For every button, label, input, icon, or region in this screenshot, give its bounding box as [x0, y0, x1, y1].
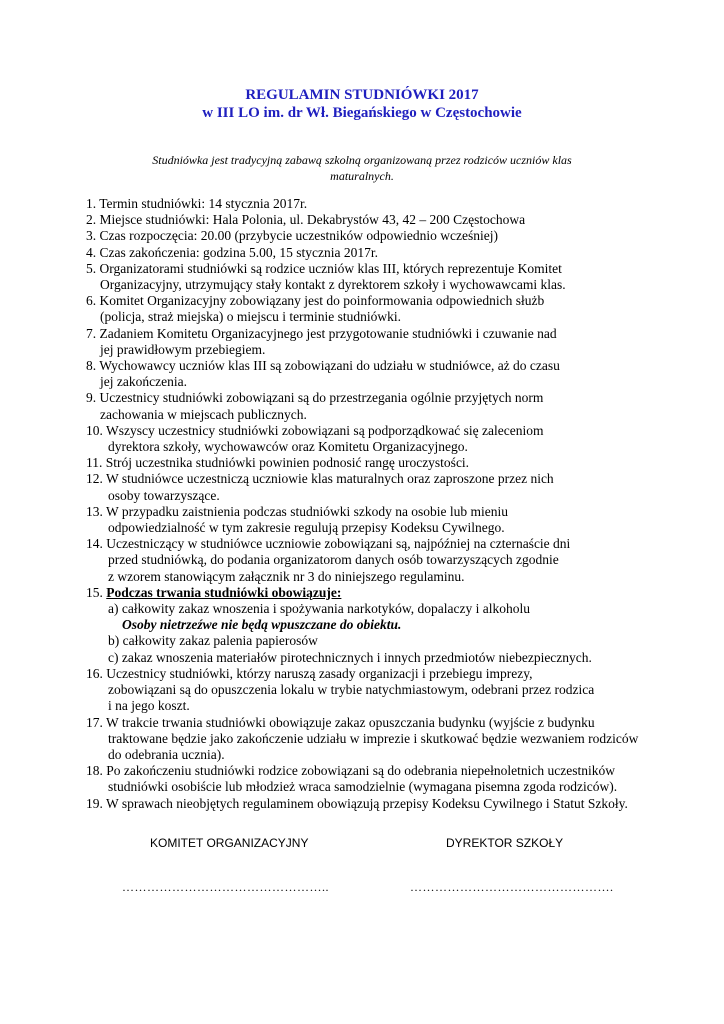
rule-line: zachowania w miejscach publicznych. — [100, 406, 307, 422]
intro-line: Studniówka jest tradycyjną zabawą szkolną organizowaną przez rodziców uczniów klas — [152, 153, 572, 167]
rule-line: odpowiedzialność w tym zakresie regulują przepisy Kodeksu Cywilnego. — [108, 520, 505, 536]
rule-line: 16. Uczestnicy studniówki, którzy naruszą zasady organizacji i przebiegu imprezy, — [86, 665, 533, 681]
rule-item — [86, 455, 646, 471]
rule-subitem-c: c) zakaz wnoszenia materiałów pirotechnicznych i innych przedmiotów niebezpiecznych. — [108, 649, 592, 665]
rule-item — [86, 390, 646, 422]
rules-list — [86, 196, 646, 812]
rule-item — [86, 196, 646, 212]
rule-item — [86, 423, 646, 455]
rule-line: dyrektora szkoły, wychowawców oraz Komitetu Organizacyjnego. — [108, 439, 468, 455]
rule-item — [86, 212, 646, 228]
rule-line: 9. Uczestnicy studniówki zobowiązani są do przestrzegania ogólnie przyjętych norm — [86, 390, 544, 406]
rule-item — [86, 715, 646, 764]
rule-line: 10. Wszyscy uczestnicy studniówki zobowiązani są podporządkować się zaleceniom — [86, 422, 544, 438]
rule-line: 8. Wychowawcy uczniów klas III są zobowiązani do udziału w studniówce, aż do czasu — [86, 358, 560, 374]
rule-item — [86, 293, 646, 325]
rule-item — [86, 245, 646, 261]
rule-line: przed studniówką, do podania organizatorom danych osób towarzyszących zgodnie — [108, 552, 559, 568]
rule-line: studniówki osobiście lub młodzież wraca samodzielnie (wymagana pisemna zgoda rodziców). — [108, 779, 618, 795]
rule-line: 14. Uczestniczący w studniówce uczniowie zobowiązani są, najpóźniej na czternaście dni — [86, 536, 571, 552]
rule-item-15 — [86, 585, 646, 666]
rule-subitem-note: Osoby nietrzeźwe nie będą wpuszczane do obiektu. — [122, 617, 402, 633]
rule-line: 6. Komitet Organizacyjny zobowiązany jest do poinformowania odpowiednich służb — [86, 293, 545, 309]
rule-line: Organizacyjny, utrzymujący stały kontakt z dyrektorem szkoły i wychowawcami klas. — [100, 277, 566, 293]
intro-line: maturalnych. — [330, 169, 394, 183]
rule-line: osoby towarzyszące. — [108, 487, 220, 503]
rule-item — [86, 471, 646, 503]
rule-line: jej prawidłowym przebiegiem. — [100, 341, 266, 357]
rule-line: 4. Czas zakończenia: godzina 5.00, 15 stycznia 2017r. — [86, 244, 379, 260]
rule-item — [86, 228, 646, 244]
rule-line: 19. W sprawach nieobjętych regulaminem obowiązują przepisy Kodeksu Cywilnego i Statut Szkoły. — [86, 795, 628, 811]
rule-line: 17. W trakcie trwania studniówki obowiązuje zakaz opuszczania budynku (wyjście z budynku — [86, 714, 595, 730]
rule-line: 5. Organizatorami studniówki są rodzice uczniów klas III, których reprezentuje Komitet — [86, 260, 562, 276]
rule-line: z wzorem stanowiącym załącznik nr 3 do niniejszego regulaminu. — [108, 568, 465, 584]
rule-line: 7. Zadaniem Komitetu Organizacyjnego jest przygotowanie studniówki i czuwanie nad — [86, 325, 557, 341]
rule-line: do odebrania ucznia). — [108, 746, 225, 762]
rule-number: 15. — [86, 584, 107, 600]
rule-item — [86, 326, 646, 358]
rule-line: jej zakończenia. — [100, 374, 187, 390]
rule-subitem-b: b) całkowity zakaz palenia papierosów — [108, 633, 318, 649]
rule-item — [86, 536, 646, 585]
signature-line-committee: ………………………………………….. — [122, 880, 329, 894]
signature-line-director: …………………………………………. — [410, 880, 614, 894]
rule-line: traktowane będzie jako zakończenie udziału w imprezie i skutkować będzie wezwaniem rodziców — [108, 730, 639, 746]
rule-line: zobowiązani są do opuszczenia lokalu w trybie natychmiastowym, odebrani przez rodzica — [108, 682, 595, 698]
rule-item — [86, 763, 646, 795]
rule-item — [86, 261, 646, 293]
rule-line: 18. Po zakończeniu studniówki rodzice zobowiązani są do odebrania niepełnoletnich uczestników — [86, 763, 615, 779]
rule-line: 11. Strój uczestnika studniówki powinien podnosić rangę uroczystości. — [86, 455, 470, 471]
rule-line: 1. Termin studniówki: 14 stycznia 2017r. — [86, 196, 308, 211]
signature-label-director: DYREKTOR SZKOŁY — [446, 836, 564, 850]
rule-item — [86, 504, 646, 536]
rule-line: 12. W studniówce uczestniczą uczniowie klas maturalnych oraz zaproszone przez nich — [86, 471, 554, 487]
intro-paragraph — [100, 152, 624, 184]
rule-subitem-a: a) całkowity zakaz wnoszenia i spożywania narkotyków, dopalaczy i alkoholu — [108, 601, 530, 617]
rule-line: i na jego koszt. — [108, 698, 190, 714]
signature-label-committee: KOMITET ORGANIZACYJNY — [150, 836, 309, 850]
rule-item — [86, 666, 646, 715]
rule-heading: Podczas trwania studniówki obowiązuje: — [106, 584, 342, 600]
rule-line: 13. W przypadku zaistnienia podczas studniówki szkody na osobie lub mieniu — [86, 503, 509, 519]
rule-item — [86, 796, 646, 812]
rule-line: 3. Czas rozpoczęcia: 20.00 (przybycie uczestników odpowiednio wcześniej) — [86, 228, 498, 244]
document-title: REGULAMIN STUDNIÓWKI 2017 — [245, 87, 479, 103]
rule-line: (policja, straż miejska) o miejscu i terminie studniówki. — [100, 309, 402, 325]
rule-line: 2. Miejsce studniówki: Hala Polonia, ul. Dekabrystów 43, 42 – 200 Częstochowa — [86, 212, 526, 228]
document-subtitle: w III LO im. dr Wł. Biegańskiego w Częstochowie — [202, 105, 522, 121]
rule-item — [86, 358, 646, 390]
